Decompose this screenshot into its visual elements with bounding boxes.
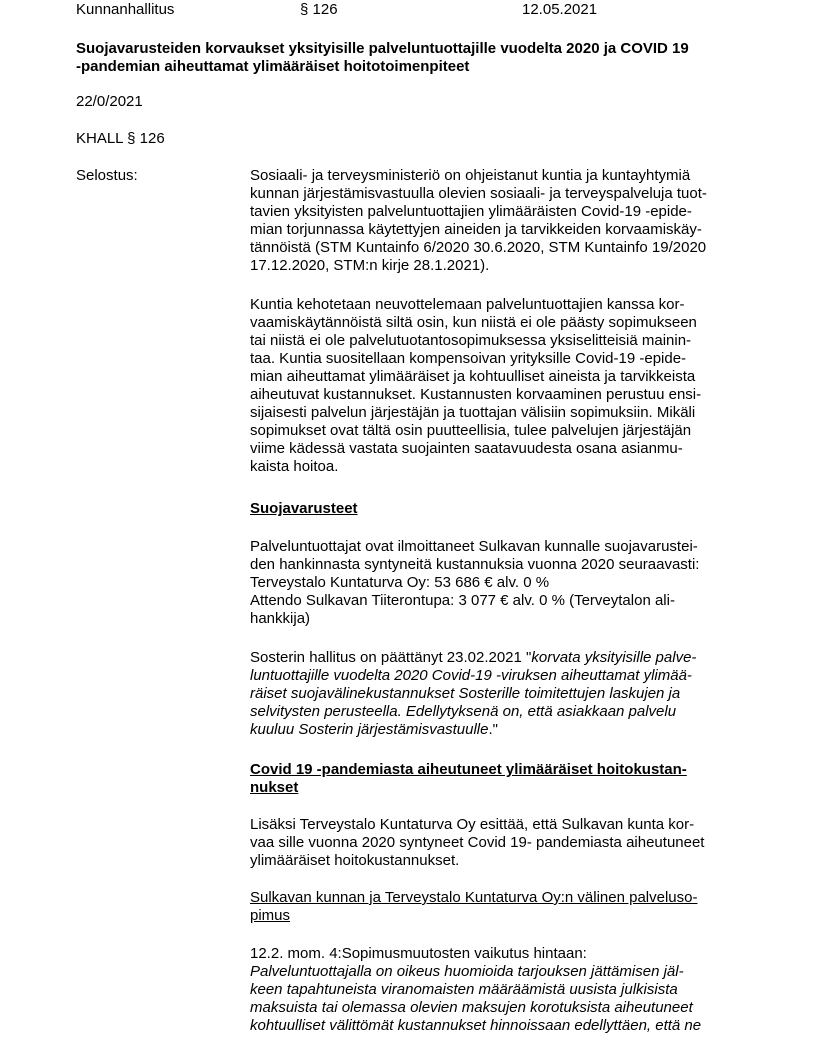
text-line: Palveluntuottajat ovat ilmoittaneet Sulkavan kunnalle suojavarustei- — [250, 538, 698, 555]
clause-line: kohtuulliset välittömät kustannukset hinnoissaan edellyttäen, että ne — [250, 1017, 702, 1034]
paragraph-terveystalo-claim — [250, 816, 750, 870]
paragraph-provider-costs — [250, 538, 750, 628]
quote-suffix: ." — [488, 721, 498, 738]
text-line: Kuntia kehotetaan neuvottelemaan palveluntuottajien kanssa kor- — [250, 296, 685, 313]
document-title-line-1: Suojavarusteiden korvaukset yksityisille palveluntuottajille vuodelta 2020 ja COVID 19 — [76, 40, 689, 57]
text-line: Terveystalo Kuntaturva Oy: 53 686 € alv. 0 % — [250, 574, 550, 591]
heading-line: pimus — [250, 907, 291, 924]
text-line: Attendo Sulkavan Tiiterontupa: 3 077 € alv. 0 % (Terveytalon ali- — [250, 592, 675, 609]
heading-line: nukset — [250, 779, 299, 796]
text-line: Lisäksi Terveystalo Kuntaturva Oy esittää, että Sulkavan kunta kor- — [250, 816, 695, 833]
heading-covid-costs — [250, 761, 750, 797]
text-line: vaamiskäytännöistä siltä osin, kun niistä ei ole päästy sopimukseen — [250, 314, 697, 331]
heading-line: Covid 19 -pandemiasta aiheutuneet ylimääräiset hoitokustan- — [250, 761, 687, 778]
text-line: sopimukset ovat tältä osin puutteellisia, tulee palvelujen järjestäjän — [250, 422, 692, 439]
text-line: mian aiheuttamat ylimääräiset ja kohtuulliset aineista ja tarvikkeista — [250, 368, 696, 385]
text-line: den hankinnasta syntyneitä kustannuksia vuonna 2020 seuraavasti: — [250, 556, 700, 573]
diary-number: 22/0/2021 — [76, 93, 143, 110]
quote-line: räiset suojavälinekustannukset Sosterille toimitettujen laskujen ja — [250, 685, 681, 702]
header-date: 12.05.2021 — [522, 1, 598, 18]
text-line: tavien yksityisten palveluntuottajien ylimääräisten Covid-19 -epide- — [250, 203, 692, 220]
document-title-line-2: -pandemian aiheuttamat ylimääräiset hoitotoimenpiteet — [76, 58, 470, 75]
quote-italic-start: korvata yksityisille palve- — [531, 649, 697, 666]
text-line: sijaisesti palvelun järjestäjän ja tuottajan välisiin sopimuksiin. Mikäli — [250, 404, 696, 421]
text-line: viime kädessä vastata suojainten saatavuudesta osana asianmu- — [250, 440, 683, 457]
text-line: tai niistä ei ole palvelutuotantosopimuksessa yksiselitteisiä mainin- — [250, 332, 692, 349]
text-line: hankkija) — [250, 610, 311, 627]
text-line: aiheutuvat kustannukset. Kustannusten korvaaminen perustuu ensi- — [250, 386, 702, 403]
header-board: Kunnanhallitus — [76, 1, 175, 18]
paragraph-contract-clause — [250, 945, 750, 1035]
text-line: kaista hoitoa. — [250, 458, 339, 475]
heading-suojavarusteet: Suojavarusteet — [250, 500, 358, 517]
text-line — [250, 721, 750, 739]
text-line: 12.2. mom. 4:Sopimusmuutosten vaikutus hintaan: — [250, 945, 587, 962]
text-line: kunnan järjestämisvastuulla olevien sosiaali- ja terveyspalveluja tuot- — [250, 185, 707, 202]
text-line: Sosiaali- ja terveysministeriö on ohjeistanut kuntia ja kuntayhtymiä — [250, 167, 691, 184]
selostus-label: Selostus: — [76, 167, 138, 184]
text-line: mian torjunnassa käytettyjen aineiden ja tarvikkeiden korvaamiskäy- — [250, 221, 702, 238]
paragraph-stm-guidance — [250, 167, 750, 275]
heading-service-contract — [250, 889, 750, 925]
text-line: tännöistä (STM Kuntainfo 6/2020 30.6.2020, STM Kuntainfo 19/2020 — [250, 239, 707, 256]
text-line — [250, 649, 750, 667]
quote-prefix: Sosterin hallitus on päättänyt 23.02.2021 " — [250, 649, 532, 666]
text-line: 17.12.2020, STM:n kirje 28.1.2021). — [250, 257, 490, 274]
clause-line: Palveluntuottajalla on oikeus huomioida tarjouksen jättämisen jäl- — [250, 963, 684, 980]
paragraph-sosteri-decision — [250, 649, 750, 739]
quote-line: selvitysten perusteella. Edellytyksenä on, että asiakkaan palvelu — [250, 703, 677, 720]
quote-line: luntuottajille vuodelta 2020 Covid-19 -viruksen aiheuttamat ylimää- — [250, 667, 692, 684]
paragraph-negotiation — [250, 296, 750, 476]
text-line: taa. Kuntia suositellaan kompensoivan yrityksille Covid-19 -epide- — [250, 350, 687, 367]
text-line: ylimääräiset hoitokustannukset. — [250, 852, 460, 869]
clause-line: maksuista tai olemassa olevien maksujen korotuksista aiheutuneet — [250, 999, 693, 1016]
quote-italic-end: kuuluu Sosterin järjestämisvastuulle — [250, 721, 489, 738]
header-section: § 126 — [300, 1, 338, 18]
text-line: vaa sille vuonna 2020 syntyneet Covid 19- pandemiasta aiheutuneet — [250, 834, 705, 851]
clause-line: keen tapahtuneista viranomaisten määräämistä uusista julkisista — [250, 981, 678, 998]
section-reference: KHALL § 126 — [76, 130, 165, 147]
heading-line: Sulkavan kunnan ja Terveystalo Kuntaturva Oy:n välinen palveluso- — [250, 889, 698, 906]
